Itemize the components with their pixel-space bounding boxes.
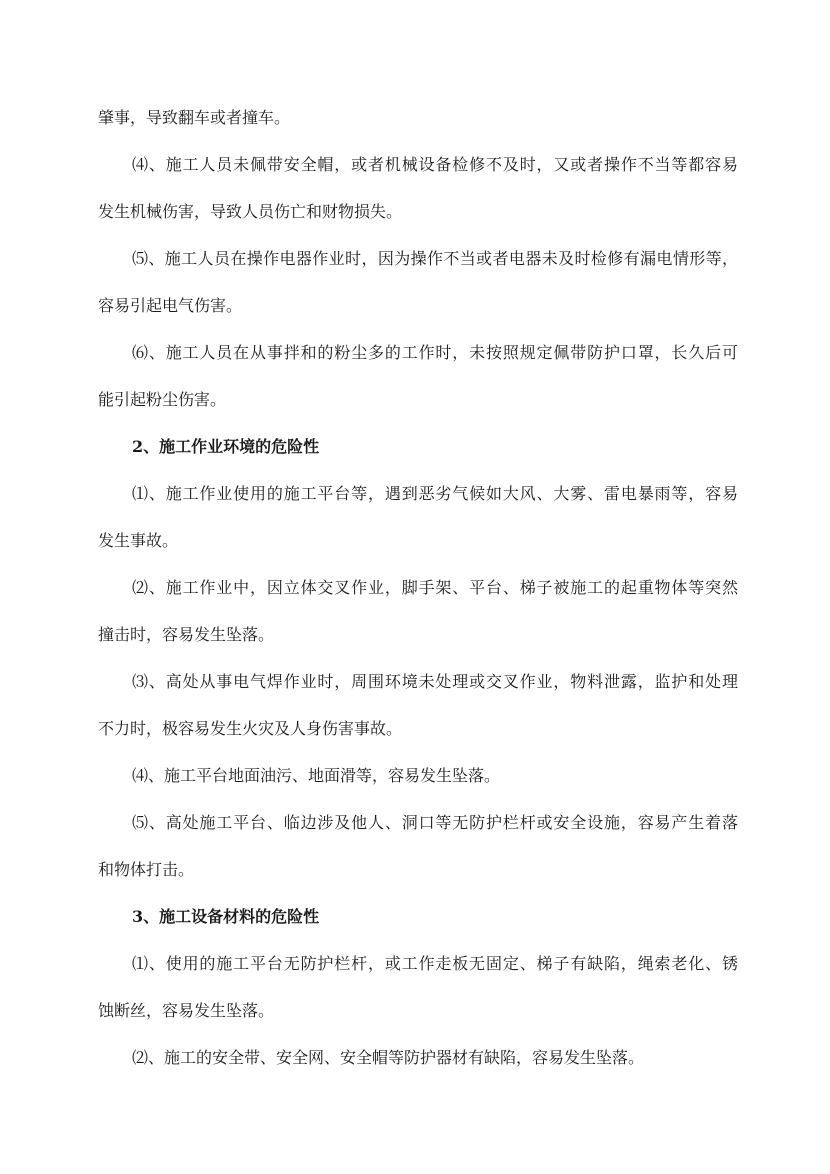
document-page bbox=[98, 94, 738, 1081]
text-line: ⑵、施工作业中，因立体交叉作业，脚手架、平台、梯子被施工的起重物体等突然 bbox=[132, 578, 738, 597]
section-heading: 3、施工设备材料的危险性 bbox=[132, 907, 320, 926]
text-line: 蚀断丝，容易发生坠落。 bbox=[98, 1001, 275, 1020]
text-line: ⑵、施工的安全带、安全网、安全帽等防护器材有缺陷，容易发生坠落。 bbox=[132, 1048, 645, 1067]
text-line: 发生机械伤害，导致人员伤亡和财物损失。 bbox=[98, 202, 403, 221]
text-line: 撞击时，容易发生坠落。 bbox=[98, 625, 275, 644]
text-line: 容易引起电气伤害。 bbox=[98, 296, 243, 315]
text-line: 不力时，极容易发生火灾及人身伤害事故。 bbox=[98, 719, 403, 738]
text-line: ⑸、高处施工平台、临边涉及他人、洞口等无防护栏杆或安全设施，容易产生着落 bbox=[132, 813, 738, 832]
text-line: ⑶、高处从事电气焊作业时，周围环境未处理或交叉作业，物料泄露，监护和处理 bbox=[132, 672, 738, 691]
text-line: ⑴、使用的施工平台无防护栏杆，或工作走板无固定、梯子有缺陷，绳索老化、锈 bbox=[132, 954, 738, 973]
text-line: ⑷、施工平台地面油污、地面滑等，容易发生坠落。 bbox=[132, 766, 501, 785]
text-line: 和物体打击。 bbox=[98, 860, 195, 879]
text-line: ⑴、施工作业使用的施工平台等，遇到恶劣气候如大风、大雾、雷电暴雨等，容易 bbox=[132, 484, 738, 503]
text-line: 肇事，导致翻车或者撞车。 bbox=[98, 108, 291, 127]
text-line: 能引起粉尘伤害。 bbox=[98, 390, 227, 409]
text-line: ⑸、施工人员在操作电器作业时，因为操作不当或者电器未及时检修有漏电情形等， bbox=[132, 249, 738, 268]
text-line: 发生事故。 bbox=[98, 531, 179, 550]
section-heading: 2、施工作业环境的危险性 bbox=[132, 437, 320, 456]
text-line: ⑹、施工人员在从事拌和的粉尘多的工作时，未按照规定佩带防护口罩，长久后可 bbox=[132, 343, 738, 362]
text-line: ⑷、施工人员未佩带安全帽，或者机械设备检修不及时，又或者操作不当等都容易 bbox=[132, 155, 738, 174]
